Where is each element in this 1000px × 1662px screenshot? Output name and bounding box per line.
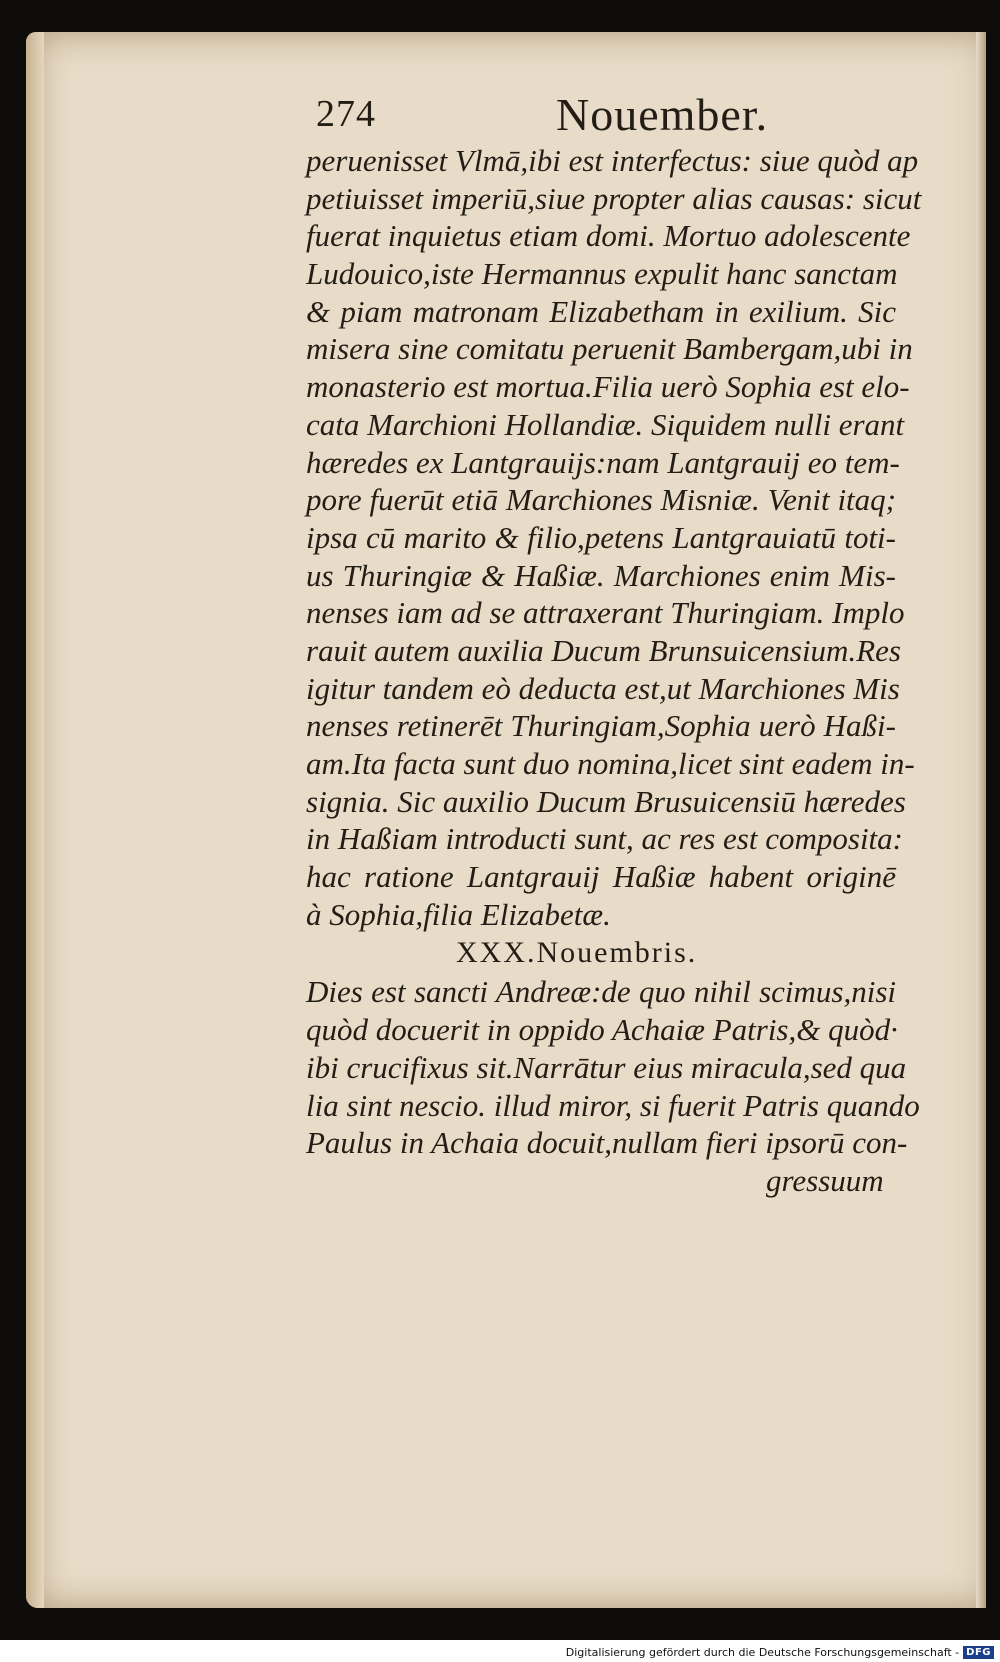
footer-bar	[0, 1640, 1000, 1662]
text-line: pore fuerūt etiā Marchiones Misniæ. Venit itaq;	[306, 482, 896, 518]
text-line: nenses retinerēt Thuringiam,Sophia uerò Haßi-	[306, 708, 896, 744]
text-block	[306, 88, 946, 1200]
page-gutter-edge	[26, 32, 44, 1608]
text-line: lia sint nescio. illud miror, si fuerit Patris quando	[306, 1087, 920, 1123]
text-line: igitur tandem eò deducta est,ut Marchiones Mis	[306, 670, 900, 706]
page-header	[306, 88, 946, 142]
text-line: us Thuringiæ & Haßiæ. Marchiones enim Mis-	[306, 557, 896, 593]
page-outer-edge	[976, 32, 986, 1608]
text-line: Dies est sancti Andreæ:de quo nihil scimus,nisi	[306, 974, 896, 1010]
text-line: am.Ita facta sunt duo nomina,licet sint eadem in-	[306, 746, 915, 781]
section-text	[306, 973, 946, 1161]
catchword: gressuum	[766, 1162, 884, 1198]
dfg-logo: DFG	[963, 1646, 994, 1659]
text-line: signia. Sic auxilio Ducum Brusuicensiū hæredes	[306, 783, 906, 819]
text-line: hac ratione Lantgrauij Haßiæ habent originē	[306, 859, 896, 895]
text-line: cata Marchioni Hollandiæ. Siquidem nulli erant	[306, 406, 905, 442]
text-line: ibi crucifixus sit.Narrātur eius miracula,sed qua	[306, 1049, 907, 1085]
text-line: fuerat inquietus etiam domi. Mortuo adolescente	[306, 218, 911, 254]
book-page	[26, 32, 986, 1608]
text-line: nenses iam ad se attraxerant Thuringiam. Implo	[306, 595, 905, 631]
digitization-credit	[566, 1646, 994, 1659]
text-line: Ludouico,iste Hermannus expulit hanc sanctam	[306, 256, 898, 292]
text-line: hæredes ex Lantgrauijs:nam Lantgrauij eo tem-	[306, 444, 900, 480]
text-line: ipsa cū marito & filio,petens Lantgrauiatū toti-	[306, 519, 896, 555]
text-line: monasterio est mortua.Filia uerò Sophia est elo-	[306, 369, 910, 405]
text-line: à Sophia,filia Elizabetæ.	[306, 896, 611, 932]
text-line: peruenisset Vlmā,ibi est interfectus: siue quòd ap	[306, 143, 919, 178]
text-line: petiuisset imperiū,siue propter alias causas: sicut	[306, 180, 922, 216]
text-line: quòd docuerit in oppido Achaiæ Patris,& quòd·	[306, 1012, 898, 1048]
text-line: misera sine comitatu peruenit Bambergam,ubi in	[306, 331, 913, 367]
text-line: & piam matronam Elizabetham in exilium. Sic	[306, 293, 896, 329]
running-head: Nouember.	[556, 89, 769, 140]
page-number: 274	[316, 93, 376, 135]
text-line: in Haßiam introducti sunt, ac res est composita:	[306, 821, 903, 857]
section-title: XXX.Nouembris.	[456, 936, 698, 970]
text-line: Paulus in Achaia docuit,nullam fieri ipsorū con-	[306, 1125, 908, 1161]
text-line: rauit autem auxilia Ducum Brunsuicensium.Res	[306, 632, 901, 668]
main-text	[306, 142, 946, 933]
credit-text: Digitalisierung gefördert durch die Deutsche Forschungsgemeinschaft -	[565, 1646, 960, 1659]
